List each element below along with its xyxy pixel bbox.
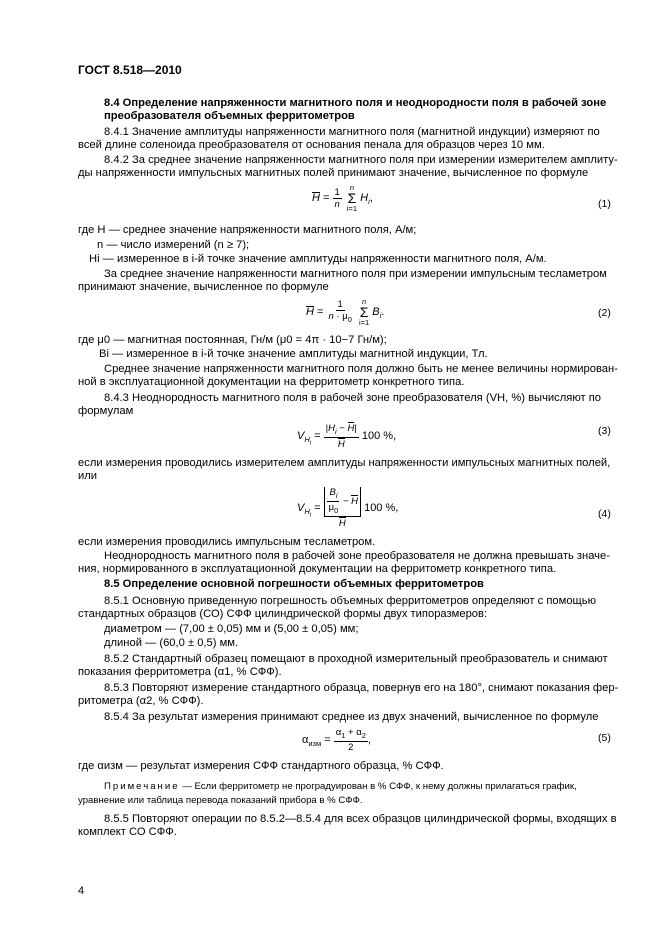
text-line: За среднее значение напряженности магнитного поля при измерении импульсным тесламетром	[104, 268, 607, 280]
note-line-2: уравнение или таблица перевода показаний прибора в % СФФ.	[78, 795, 363, 806]
text-line: если измерения проводились импульсным тесламетром.	[78, 536, 376, 548]
text-line: Среднее значение напряженности магнитного поля должно быть не менее величины нормирован-	[104, 363, 618, 375]
page-number: 4	[78, 885, 85, 897]
equation-1-number: (1)	[598, 198, 611, 210]
equation-4-number: (4)	[598, 508, 611, 520]
text-line: Неоднородность магнитного поля в рабочей зоне преобразователя не должна превышать значе-	[104, 550, 610, 562]
text-line: Bi — измеренное в i-й точке значение амплитуды магнитной индукции, Тл.	[99, 348, 488, 360]
text-line: 8.5.2 Стандартный образец помещают в проходной измерительный преобразователь и снимают	[104, 653, 608, 665]
text-line: или	[78, 470, 98, 482]
equation-2: H = $\frac{1}{n \cdot \mu_0}$ n Σ i=1 $B_i$.	[306, 297, 385, 327]
note-text-1: — Если ферритометр не проградуирован в % СФФ, к нему должны прилагаться график,	[182, 781, 577, 792]
text-line: комплект СО СФФ.	[78, 826, 177, 838]
text-line: 8.4 Определение напряженности магнитного поля и неоднородности поля в рабочей зоне	[104, 97, 607, 109]
text-line: 8.5.3 Повторяют измерение стандартного образца, повернув его на 180°, снимают показания фер-	[104, 682, 619, 694]
text-line: 8.4.3 Неоднородность магнитного поля в рабочей зоне преобразователя (VH, %) вычисляют по	[104, 392, 602, 404]
text-line: ритометра (α2, % СФФ).	[78, 695, 204, 707]
equation-3-number: (3)	[598, 425, 611, 437]
text-line: 8.4.1 Значение амплитуды напряженности магнитного поля (магнитной индукции) измеряют по	[104, 126, 600, 138]
text-line: Hi — измеренное в i-й точке значение амплитуды напряженности магнитного поля, А/м.	[89, 253, 547, 265]
equation-5: $\alpha_{изм}$ = $\frac{\alpha_1 + \alpha_2}{2}$ ,	[302, 727, 371, 753]
equation-2-number: (2)	[598, 307, 611, 319]
equation-3: $V_{H_i}$ = $\frac{|H_i - H|}{H}$ 100 %,	[297, 423, 397, 450]
text-line: принимают значение, вычисленное по формуле	[78, 281, 329, 293]
text-line: 8.5.1 Основную приведенную погрешность объемных ферритометров определяют с помощью	[104, 595, 596, 607]
text-line: n — число измерений (n ≥ 7);	[97, 239, 250, 251]
text-line: длиной — (60,0 ± 0,5) мм.	[104, 637, 239, 649]
text-line: преобразователя объемных ферритометров	[104, 110, 355, 122]
text-line: где μ0 — магнитная постоянная, Гн/м (μ0 = 4π · 10−7 Гн/м);	[78, 334, 387, 346]
text-line: ды напряженности импульсных магнитных полей принимают значение, вычисленное по формуле	[78, 167, 589, 179]
text-line: где αизм — результат измерения СФФ стандартного образца, % СФФ.	[78, 760, 444, 772]
document-header: ГОСТ 8.518—2010	[78, 63, 182, 77]
note-label: Примечание	[104, 781, 180, 792]
text-line: 8.4.2 За среднее значение напряженности магнитного поля при измерении измерителем амплиту-	[104, 154, 618, 166]
note-line-1	[104, 780, 577, 793]
text-line: если измерения проводились измерителем амплитуды напряженности импульсных магнитных полей,	[78, 457, 611, 469]
equation-1: H = $\frac{1}{n}$ n Σ i=1 $H_i$,	[312, 183, 373, 213]
text-line: 8.5.4 За результат измерения принимают среднее из двух значений, вычисленное по формуле	[104, 711, 599, 723]
text-line: 8.5 Определение основной погрешности объемных ферритометров	[104, 578, 484, 590]
text-line: диаметром — (7,00 ± 0,05) мм и (5,00 ± 0,05) мм;	[104, 623, 359, 635]
text-line: где H — среднее значение напряженности магнитного поля, А/м;	[78, 224, 417, 236]
text-line: ной в эксплуатационной документации на ферритометр конкретного типа.	[78, 376, 465, 388]
text-line: формулам	[78, 405, 134, 417]
equation-5-number: (5)	[598, 732, 611, 744]
text-line: 8.5.5 Повторяют операции по 8.5.2—8.5.4 для всех образцов цилиндрической формы, входящих в	[104, 813, 617, 825]
text-line: ния, нормированного в эксплуатационной документации на ферритометр конкретного типа.	[78, 563, 557, 575]
text-line: стандартных образцов (СО) СФФ цилиндрической формы двух типоразмеров:	[78, 608, 488, 620]
equation-4: $V_{H_i}$ = $\frac{B_i}{\mu_0}$ − H H 100 %,	[297, 487, 399, 529]
text-line: показания ферритометра (α1, % СФФ).	[78, 666, 282, 678]
text-line: всей длине соленоида преобразователя от основания пенала для образцов через 10 мм.	[78, 139, 545, 151]
